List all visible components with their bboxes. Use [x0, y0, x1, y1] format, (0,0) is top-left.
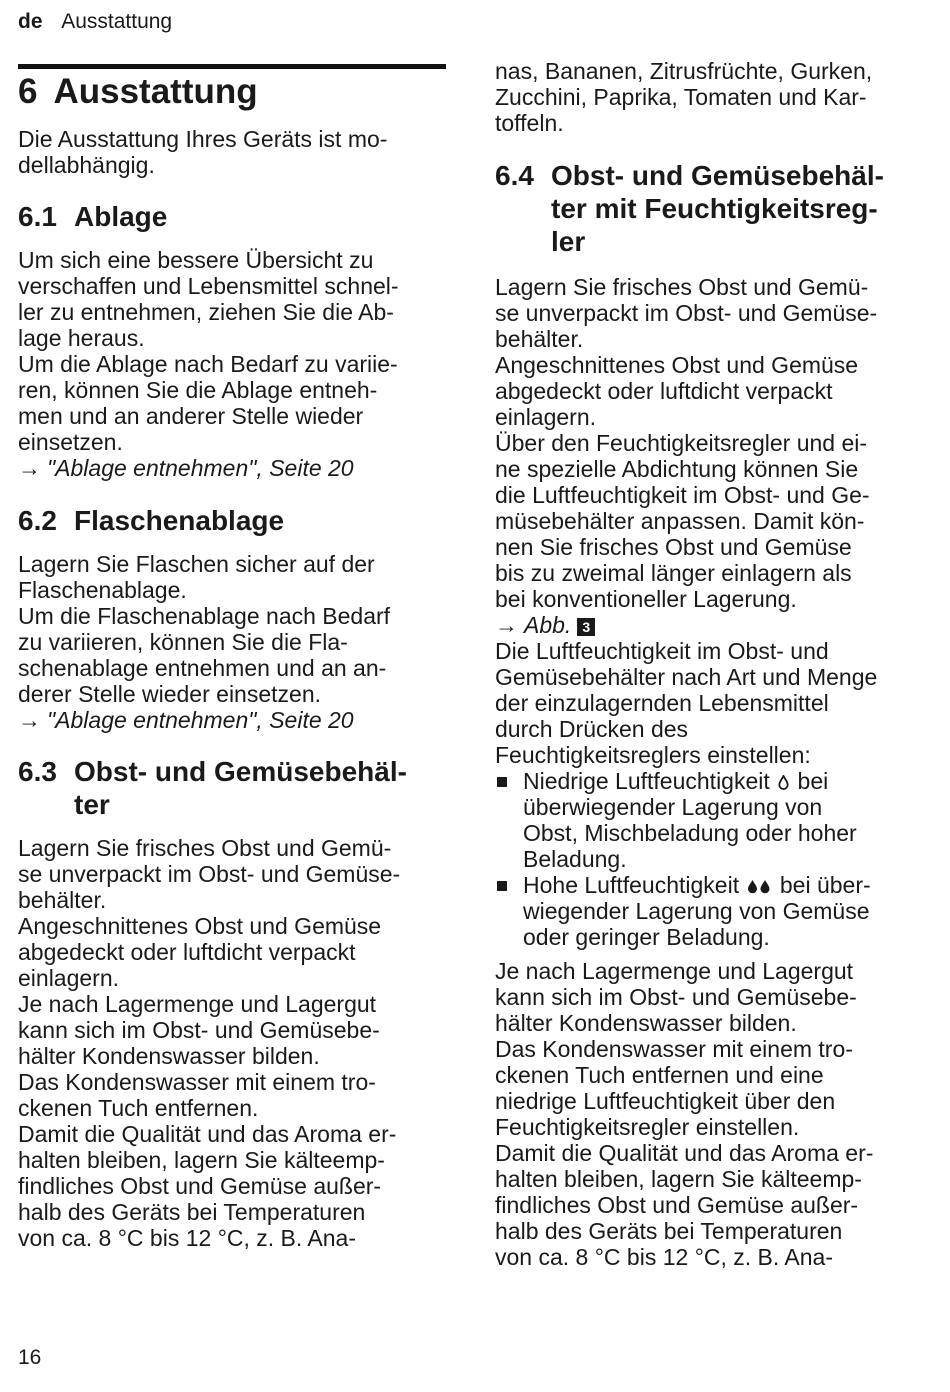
text-line: hälter Kondenswasser bilden. — [18, 1043, 320, 1069]
text-line: kann sich im Obst- und Gemüsebe- — [18, 1017, 380, 1043]
figure-reference-text: Abb. — [524, 612, 572, 638]
text-line: Flaschenablage. — [18, 577, 187, 603]
text-line: schenablage entnehmen und an an- — [18, 655, 387, 681]
text-line: hälter Kondenswasser bilden. — [495, 1010, 797, 1036]
arrow-icon: → — [18, 707, 41, 733]
section-title: Flaschenablage — [74, 505, 285, 536]
text-line: bei konventioneller Lagerung. — [495, 586, 797, 612]
text-line: halb des Geräts bei Temperaturen — [495, 1218, 843, 1244]
text-line: toffeln. — [495, 110, 564, 136]
cross-reference-text: "Ablage entnehmen", Seite 20 — [47, 707, 354, 733]
text-line: ckenen Tuch entfernen. — [18, 1095, 259, 1121]
text-line: men und an anderer Stelle wieder — [18, 403, 364, 429]
list-item — [495, 872, 923, 950]
bullet-text: Niedrige Luftfeuchtigkeit — [523, 768, 770, 794]
cross-reference-link[interactable] — [18, 707, 446, 733]
text-line: behälter. — [495, 326, 584, 352]
text-line: dellabhängig. — [18, 152, 155, 178]
list-item — [495, 768, 923, 872]
humidity-list — [495, 768, 923, 950]
text-line: halb des Geräts bei Temperaturen — [18, 1199, 366, 1225]
text-line: Um die Ablage nach Bedarf zu variie- — [18, 351, 398, 377]
cross-reference-text: "Ablage entnehmen", Seite 20 — [47, 455, 354, 481]
section-heading — [18, 200, 446, 233]
text-line: kann sich im Obst- und Gemüsebe- — [495, 984, 857, 1010]
text-line: findliches Obst und Gemüse außer- — [18, 1173, 382, 1199]
text-line: Je nach Lagermenge und Lagergut — [18, 991, 377, 1017]
text-line: nas, Bananen, Zitrusfrüchte, Gurken, — [495, 58, 873, 84]
text-line: Um die Flaschenablage nach Bedarf — [18, 603, 391, 629]
section-number: 6.3 — [18, 756, 57, 787]
text-line: von ca. 8 °C bis 12 °C, z. B. Ana- — [18, 1225, 356, 1251]
text-line: abgedeckt oder luftdicht verpackt — [18, 939, 356, 965]
text-line: Angeschnittenes Obst und Gemüse — [495, 352, 859, 378]
section-title — [551, 159, 923, 258]
text-line: die Luftfeuchtigkeit im Obst- und Ge- — [495, 482, 870, 508]
section-title-line: ter mit Feuchtigkeitsreg- — [551, 193, 878, 224]
text-line: findliches Obst und Gemüse außer- — [495, 1192, 859, 1218]
bullet-text: Obst, Mischbeladung oder hoher — [523, 820, 857, 846]
text-line: Die Luftfeuchtigkeit im Obst- und — [495, 638, 829, 664]
header-section: Ausstattung — [61, 10, 173, 33]
text-line: Das Kondenswasser mit einem tro- — [495, 1036, 853, 1062]
text-line: nen Sie frisches Obst und Gemüse — [495, 534, 852, 560]
bullet-text: Hohe Luftfeuchtigkeit — [523, 872, 740, 898]
bullet-text: Beladung. — [523, 846, 627, 872]
bullet-text: wiegender Lagerung von Gemüse — [523, 898, 870, 924]
bullet-text: bei — [797, 768, 829, 794]
text-line: Die Ausstattung Ihres Geräts ist mo- — [18, 126, 388, 152]
section-heading — [495, 159, 923, 258]
section-title-line: ler — [551, 226, 586, 257]
section-number: 6.1 — [18, 201, 57, 232]
chapter-title-text: Ausstattung — [53, 72, 258, 111]
text-line: zu variieren, können Sie die Fla- — [18, 629, 348, 655]
text-line: Feuchtigkeitsregler einstellen. — [495, 1114, 800, 1140]
text-line: einsetzen. — [18, 429, 123, 455]
text-line: halten bleiben, lagern Sie kälteemp- — [18, 1147, 385, 1173]
section-6-4 — [495, 159, 923, 1270]
section-6-3-continued — [495, 58, 923, 136]
text-line: von ca. 8 °C bis 12 °C, z. B. Ana- — [495, 1244, 833, 1270]
text-line: Lagern Sie frisches Obst und Gemü- — [495, 274, 869, 300]
page-number: 16 — [18, 1346, 42, 1369]
text-line: Lagern Sie Flaschen sicher auf der — [18, 551, 375, 577]
text-line: Um sich eine bessere Übersicht zu — [18, 247, 374, 273]
text-line: durch Drücken des — [495, 716, 689, 742]
text-line: halten bleiben, lagern Sie kälteemp- — [495, 1166, 862, 1192]
chapter-title — [18, 70, 258, 114]
section-6-3 — [18, 755, 446, 1251]
text-line: Über den Feuchtigkeitsregler und ei- — [495, 430, 868, 456]
section-title-line: Obst- und Gemüsebehäl- — [74, 756, 407, 787]
text-line: se unverpackt im Obst- und Gemüse- — [18, 861, 401, 887]
bullet-text: überwiegender Lagerung von — [523, 794, 823, 820]
chapter-intro — [18, 126, 446, 178]
text-line: ren, können Sie die Ablage entneh- — [18, 377, 378, 403]
text-line: behälter. — [18, 887, 107, 913]
text-line: Lagern Sie frisches Obst und Gemü- — [18, 835, 392, 861]
arrow-icon: → — [18, 455, 41, 481]
section-title: Ablage — [74, 201, 168, 232]
section-title — [74, 755, 446, 821]
low-humidity-drop-icon — [778, 775, 789, 790]
text-line: Damit die Qualität und das Aroma er- — [18, 1121, 397, 1147]
text-line: niedrige Luftfeuchtigkeit über den — [495, 1088, 836, 1114]
text-line: einlagern. — [18, 965, 120, 991]
figure-number-icon: 3 — [577, 618, 595, 636]
cross-reference-link[interactable] — [18, 455, 446, 481]
section-heading — [18, 755, 446, 821]
bullet-text: oder geringer Beladung. — [523, 924, 770, 950]
text-line: abgedeckt oder luftdicht verpackt — [495, 378, 833, 404]
text-line: se unverpackt im Obst- und Gemüse- — [495, 300, 878, 326]
section-title-line: Obst- und Gemüsebehäl- — [551, 160, 884, 191]
text-line: Damit die Qualität und das Aroma er- — [495, 1140, 874, 1166]
text-line: ne spezielle Abdichtung können Sie — [495, 456, 859, 482]
text-line: Gemüsebehälter nach Art und Menge — [495, 664, 878, 690]
arrow-icon: → — [495, 612, 518, 638]
text-line: ler zu entnehmen, ziehen Sie die Ab- — [18, 299, 394, 325]
chapter-number: 6 — [18, 72, 38, 111]
language-code: de — [18, 10, 43, 33]
high-humidity-drop-icon — [747, 879, 771, 894]
section-number: 6.2 — [18, 505, 57, 536]
text-line: verschaffen und Lebensmittel schnel- — [18, 273, 399, 299]
text-line: bis zu zweimal länger einlagern als — [495, 560, 852, 586]
section-number: 6.4 — [495, 160, 534, 191]
section-6-2 — [18, 504, 446, 733]
text-line: Angeschnittenes Obst und Gemüse — [18, 913, 382, 939]
section-heading — [18, 504, 446, 537]
text-line: Feuchtigkeitsreglers einstellen: — [495, 742, 811, 768]
text-line: müsebehälter anpassen. Damit kön- — [495, 508, 865, 534]
text-line: einlagern. — [495, 404, 597, 430]
bullet-text: bei über- — [779, 872, 871, 898]
text-line: derer Stelle wieder einsetzen. — [18, 681, 321, 707]
text-line: Je nach Lagermenge und Lagergut — [495, 958, 854, 984]
text-line: Zucchini, Paprika, Tomaten und Kar- — [495, 84, 867, 110]
text-line: lage heraus. — [18, 325, 145, 351]
chapter-rule — [18, 64, 446, 69]
section-title-line: ter — [74, 789, 110, 820]
section-6-1 — [18, 200, 446, 481]
text-line: Das Kondenswasser mit einem tro- — [18, 1069, 376, 1095]
text-line: ckenen Tuch entfernen und eine — [495, 1062, 824, 1088]
figure-reference-link[interactable] — [495, 612, 923, 638]
page-header — [18, 9, 172, 35]
text-line: der einzulagernden Lebensmittel — [495, 690, 829, 716]
